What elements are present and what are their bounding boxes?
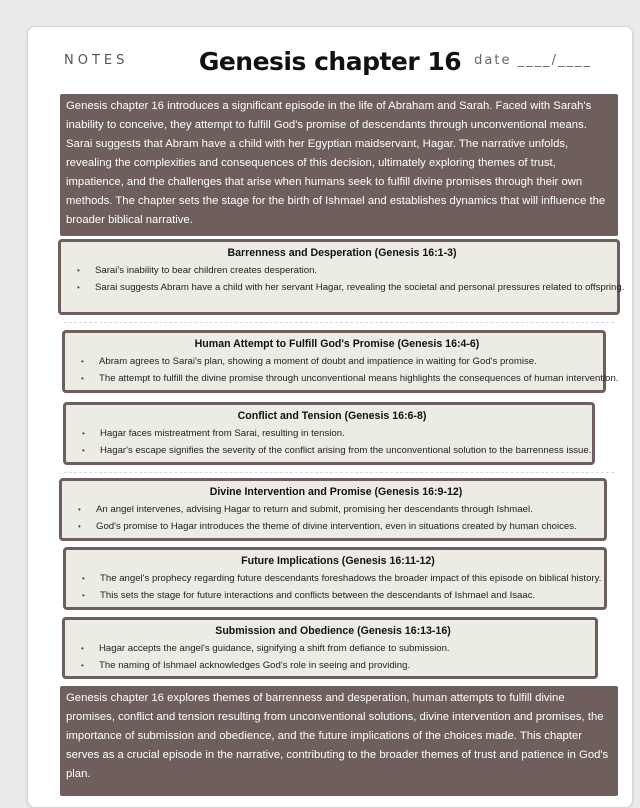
section-heading: Future Implications (Genesis 16:11-12): [241, 555, 435, 567]
section-submission: [62, 617, 598, 679]
bullet-item: • God's promise to Hagar introduces the theme of divine intervention, even in situations created by human choices.: [96, 518, 596, 535]
conclusion-summary: Genesis chapter 16 explores themes of barrenness and desperation, human attempts to fulfill divine promises, conflict and tension resulting from unconventional solutions, divine intervention and promises, the importance of submission and obedience, and the future implications of the choices made. This chapter serves as a crucial episode in the narrative, contributing to the broader themes of trust and patience in God's plan.: [60, 686, 618, 796]
bullet-item: • Abram agrees to Sarai's plan, showing a moment of doubt and impatience in waiting for God's promise.: [99, 353, 595, 370]
section-heading: Barrenness and Desperation (Genesis 16:1-3): [227, 247, 457, 259]
bullet-item: • The angel's prophecy regarding future descendants foreshadows the broader impact of this episode on biblical history.: [100, 570, 596, 587]
bullet-item: • The attempt to fulfill the divine promise through unconventional means highlights the consequences of human intervention.: [99, 370, 595, 387]
notes-label: NOTES: [64, 53, 129, 68]
section-divine-intervention: [59, 478, 607, 541]
bullet-item: • The naming of Ishmael acknowledges God's role in seeing and providing.: [99, 657, 587, 674]
page-title: Genesis chapter 16: [198, 47, 462, 76]
bullet-item: • Hagar faces mistreatment from Sarai, resulting in tension.: [100, 425, 584, 442]
divider: [64, 472, 614, 473]
section-heading: Submission and Obedience (Genesis 16:13-16): [215, 625, 451, 637]
section-heading: Divine Intervention and Promise (Genesis 16:9-12): [209, 486, 463, 498]
bullet-item: • Sarai suggests Abram have a child with her servant Hagar, revealing the societal and personal pressures related to offspring.: [95, 279, 609, 296]
section-human-attempt: [62, 330, 619, 393]
bullet-item: • Hagar's escape signifies the severity of the conflict arising from the unconventional solution to the barrenness issue.: [100, 442, 584, 459]
divider: [64, 322, 614, 323]
section-barrenness: [58, 239, 625, 315]
section-future-implications: [63, 547, 607, 610]
notes-page: [27, 26, 633, 808]
bullet-item: • Sarai's inability to bear children creates desperation.: [95, 262, 609, 279]
bullet-item: • This sets the stage for future interactions and conflicts between the descendants of Ishmael and Isaac.: [100, 587, 596, 604]
bullet-item: • Hagar accepts the angel's guidance, signifying a shift from defiance to submission.: [99, 640, 587, 657]
section-conflict: [63, 402, 595, 465]
intro-summary: Genesis chapter 16 introduces a significant episode in the life of Abraham and Sarah. Faced with Sarah's inability to conceive, they attempt to fulfill God's promise of descendants through unconventional means. Sarai suggests that Abram have a child with her Egyptian maidservant, Hagar. The narrative unfolds, revealing the complexities and consequences of this decision, ultimately exploring themes of trust, impatience, and the challenges that arise when humans seek to fulfill divine promises through their own methods. The chapter sets the stage for the birth of Ishmael and establishes dynamics that will influence the broader biblical narrative.: [60, 94, 618, 236]
date-field: date ____/____: [474, 53, 592, 68]
section-heading: Human Attempt to Fulfill God's Promise (Genesis 16:4-6): [194, 338, 480, 350]
section-heading: Conflict and Tension (Genesis 16:6-8): [237, 410, 427, 422]
bullet-item: • An angel intervenes, advising Hagar to return and submit, promising her descendants through Ishmael.: [96, 501, 596, 518]
